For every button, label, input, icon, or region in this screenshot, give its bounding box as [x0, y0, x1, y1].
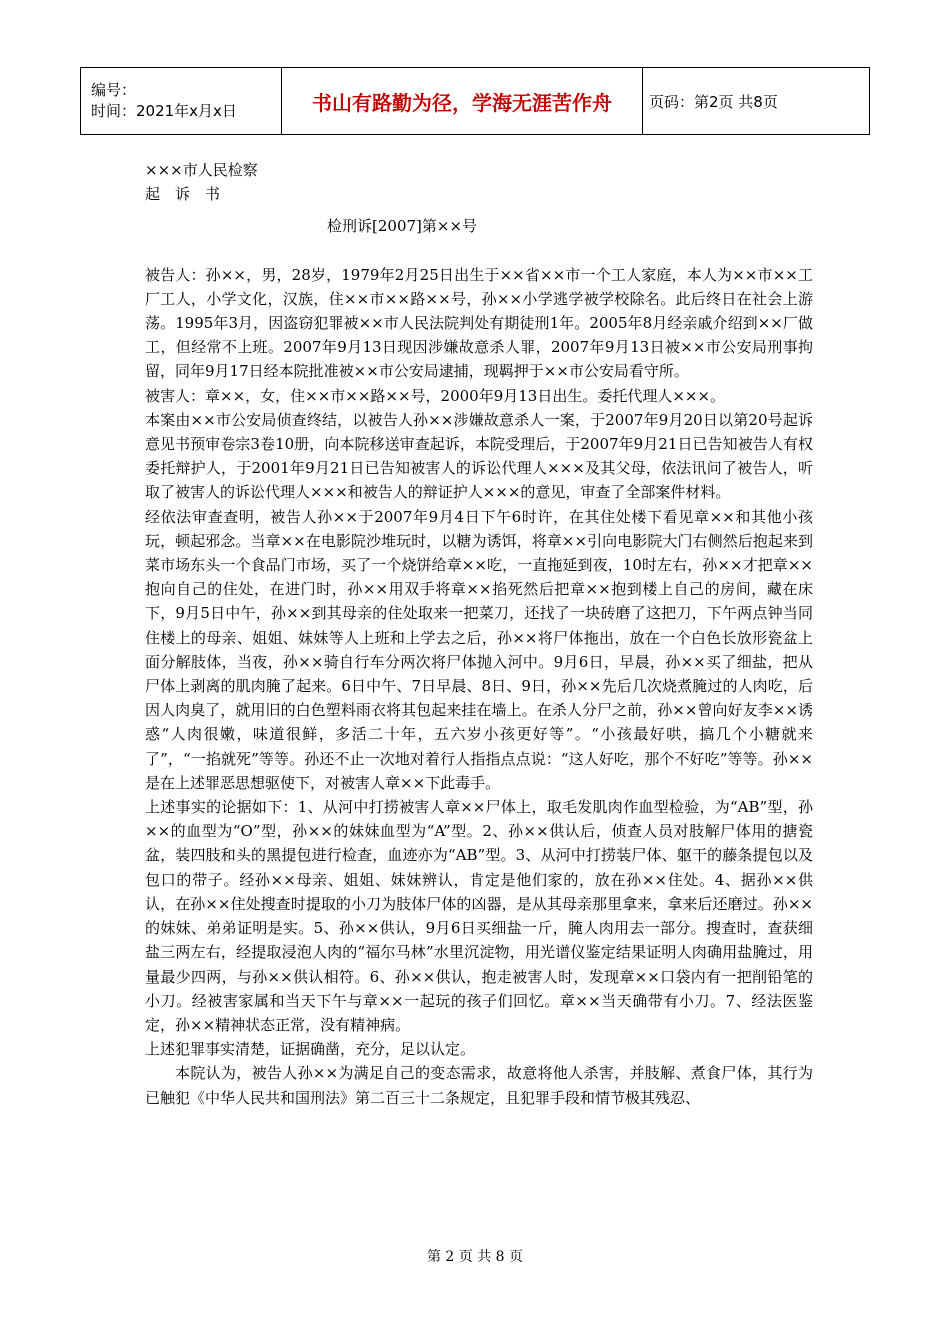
header-time-label: 时间：2021年x月x日 — [91, 102, 237, 120]
page-footer: 第 2 页 共 8 页 — [426, 1249, 524, 1265]
header-meta — [81, 68, 282, 135]
header-number-label: 编号： — [91, 81, 137, 99]
paragraph-facts: 经依法审查查明，被告人孙××于2007年9月4日下午6时许，在其住处楼下看见章××和其他小孩玩，顿起邪念。当章××在电影院沙堆玩时，以糖为诱饵，将章××引向电影院大门右侧然后抱起来到菜市场东头一个食品门市场，买了一个烧饼给章××吃，一直拖延到夜，10时左右，孙××才把章××抱向自己的住处，在进门时，孙××用双手将章××掐死然后把章××抱到楼上自己的房间，藏在床下，9月5日中午，孙××到其母亲的住处取来一把菜刀，还找了一块砖磨了这把刀，下午两点钟当同住楼上的母亲、姐姐、妹妹等人上班和上学去之后，孙××将尸体拖出，放在一个白色长放形瓷盆上面分解肢体，当夜，孙××骑自行车分两次将尸体抛入河中。9月6日，早晨，孙××买了细盐，把从尸体上剥离的肌肉腌了起来。6日中午、7日早晨、8日、9日，孙××先后几次烧煮腌过的人肉吃，后因人肉臭了，就用旧的白色塑料雨衣将其包起来挂在墙上。在杀人分尸之前，孙××曾向好友李××诱惑“人肉很嫩，味道很鲜，多活二十年，五六岁小孩更好等”。“小孩最好哄，搞几个小糖就来了”，“一掐就死”等等。孙还不止一次地对着行人指指点点说：“这人好吃，那个不好吃”等等。孙××是在上述罪恶思想驱使下，对被害人章××下此毒手。 — [145, 507, 813, 792]
document-type: 起 诉 书 — [145, 185, 221, 204]
spacer — [145, 239, 813, 263]
document-body — [145, 158, 813, 1110]
paragraph-defendant: 被告人：孙××，男，28岁，1979年2月25日出生于××省××市一个工人家庭，本人为××市××工厂工人，小学文化，汉族，住××市××路××号，孙××小学逃学被学校除名。此后终日在社会上游荡。1995年3月，因盗窃犯罪被××市人民法院判处有期徒刑1年。2005年8月经亲戚介绍到××厂做工，但经常不上班。2007年9月13日现因涉嫌故意杀人罪，2007年9月13日被××市公安局刑事拘留，同年9月17日经本院批准被××市公安局逮捕，现羁押于××市公安局看守所。 — [145, 265, 813, 381]
header-motto: 书山有路勤为径，学海无涯苦作舟 — [282, 68, 643, 135]
header-page-label: 页码：第2页 共8页 — [643, 68, 870, 135]
case-number: 检刑诉[2007]第××号 — [327, 217, 478, 236]
page-header — [80, 67, 870, 135]
paragraph-victim: 被害人：章××，女，住××市××路××号，2000年9月13日出生。委托代理人×××。 — [145, 386, 726, 405]
paragraph-evidence: 上述事实的论据如下：1、从河中打捞被害人章××尸体上，取毛发肌肉作血型检验，为“AB”型，孙××的血型为“O”型，孙××的妹妹血型为“A”型。2、孙××供认后，侦查人员对肢解尸体用的搪瓷盆，装四肢和头的黑提包进行检查，血迹亦为“AB”型。3、从河中打捞装尸体、躯干的藤条提包以及包口的带子。经孙××母亲、姐姐、妹妹辨认，肯定是他们家的，放在孙××住处。4、据孙××供认，在孙××住处搜查时提取的小刀为肢体尸体的凶器，是从其母亲那里拿来，拿来后还磨过。孙××的妹妹、弟弟证明是实。5、孙××供认，9月6日买细盐一斤，腌人肉用去一部分。搜查时，查获细盐三两左右，经提取浸泡人肉的“福尔马林”水里沉淀物，用光谱仪鉴定结果证明人肉确用盐腌过，用量最少四两，与孙××供认相符。6、孙××供认，抱走被害人时，发现章××口袋内有一把削铅笔的小刀。经被害家属和当天下午与章××一起玩的孩子们回忆。章××当天确带有小刀。7、经法医鉴定，孙××精神状态正常，没有精神病。 — [145, 798, 813, 1034]
document-org: ×××市人民检察 — [145, 161, 258, 179]
paragraph-opinion: 本院认为，被告人孙××为满足自己的变态需求，故意将他人杀害，并肢解、煮食尸体，其行为已触犯《中华人民共和国刑法》第二百三十二条规定，且犯罪手段和情节极其残忍、 — [145, 1064, 813, 1107]
paragraph-case-transfer: 本案由××市公安局侦查终结，以被告人孙××涉嫌故意杀人一案，于2007年9月20日以第20号起诉意见书预审卷宗3卷10册，向本院移送审查起诉，本院受理后，于2007年9月21日已告知被告人有权委托辩护人，于2001年9月21日已告知被害人的诉讼代理人×××及其父母，依法讯问了被告人，听取了被害人的诉讼代理人×××和被告人的辩证护人×××的意见，审查了全部案件材料。 — [145, 410, 813, 502]
paragraph-conclusion: 上述犯罪事实清楚，证据确凿，充分，足以认定。 — [145, 1040, 476, 1059]
